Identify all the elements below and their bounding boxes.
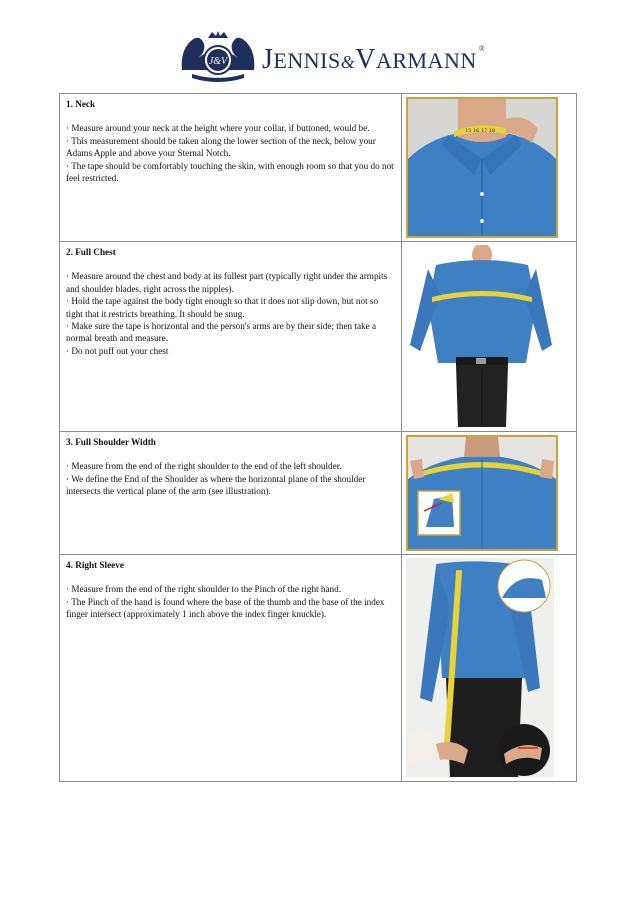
shoulder-illustration — [408, 437, 556, 549]
bullet: · This measurement should be taken along the lower section of the neck, below your Adams Apple and above your Sternal Notch. — [66, 135, 376, 159]
brand-ampersand: & — [340, 52, 356, 72]
table-row — [60, 432, 577, 555]
chest-instructions — [60, 242, 402, 432]
bullet: · Measure around your neck at the height where your collar, if buttoned, would be. — [66, 123, 370, 134]
section-heading: 1. Neck — [66, 99, 96, 109]
crest-monogram: J&V — [208, 56, 228, 67]
table-row — [60, 242, 577, 432]
bullet: · Measure around the chest and body at its fullest part (typically right under the armpits and shoulder blades, right across the nipples). — [66, 271, 388, 294]
bullet: · Do not puff out your chest — [66, 345, 169, 356]
shoulder-photo-cell — [402, 432, 577, 555]
brand-initial-v: V — [355, 44, 376, 75]
measurement-table — [59, 93, 577, 782]
shoulder-instructions — [60, 432, 402, 555]
bullet: · The Pinch of the hand is found where the base of the thumb and the base of the index finger intersect (approximately 1 inch above the index finger knuckle). — [66, 596, 385, 620]
sleeve-instructions — [60, 555, 402, 782]
neck-instructions — [60, 94, 402, 242]
registered-mark: ® — [478, 44, 486, 53]
table-row — [60, 555, 577, 782]
section-heading: 2. Full Chest — [66, 247, 116, 257]
neck-illustration — [408, 99, 556, 236]
sleeve-photo-cell — [402, 555, 577, 782]
brand-initial-j: J — [262, 44, 274, 75]
brand-name — [262, 44, 485, 76]
bullet: · Make sure the tape is horizontal and the person's arms are by their side; then take a normal breath and measure. — [66, 321, 377, 344]
section-heading: 3. Full Shoulder Width — [66, 437, 156, 447]
section-heading: 4. Right Sleeve — [66, 560, 124, 570]
shoulder-photo — [406, 435, 558, 551]
brand-logo — [178, 30, 486, 86]
sleeve-illustration — [406, 558, 554, 777]
chest-photo-cell — [402, 242, 577, 432]
chest-illustration — [406, 245, 554, 427]
bullet: · Measure from the end of the right shoulder to the end of the left shoulder. — [66, 461, 342, 472]
bullet: · The tape should be comfortably touching the skin, with enough room so that you do not feel restricted. — [66, 160, 394, 184]
brand-ennis: ENNIS — [273, 48, 341, 73]
neck-photo-cell — [402, 94, 577, 242]
table-row — [60, 94, 577, 242]
sleeve-photo — [406, 558, 554, 777]
bullet: · We define the End of the Shoulder as where the horizontal plane of the shoulder intersects the vertical plane of the arm (see illustration). — [66, 473, 366, 497]
bullet: · Measure from the end of the right shoulder to the Pinch of the right hand. — [66, 584, 342, 595]
brand-armann: ARMANN — [375, 48, 477, 73]
neck-photo — [406, 97, 558, 238]
tape-numbers: 15 16 17 18 — [464, 128, 496, 134]
crest-subtext: NEW YORK — [201, 76, 233, 81]
chest-photo — [406, 245, 554, 427]
bullet: · Hold the tape against the body tight enough so that it does not slip down, but not so tight that it restricts breathing. It should be snug. — [66, 296, 379, 319]
